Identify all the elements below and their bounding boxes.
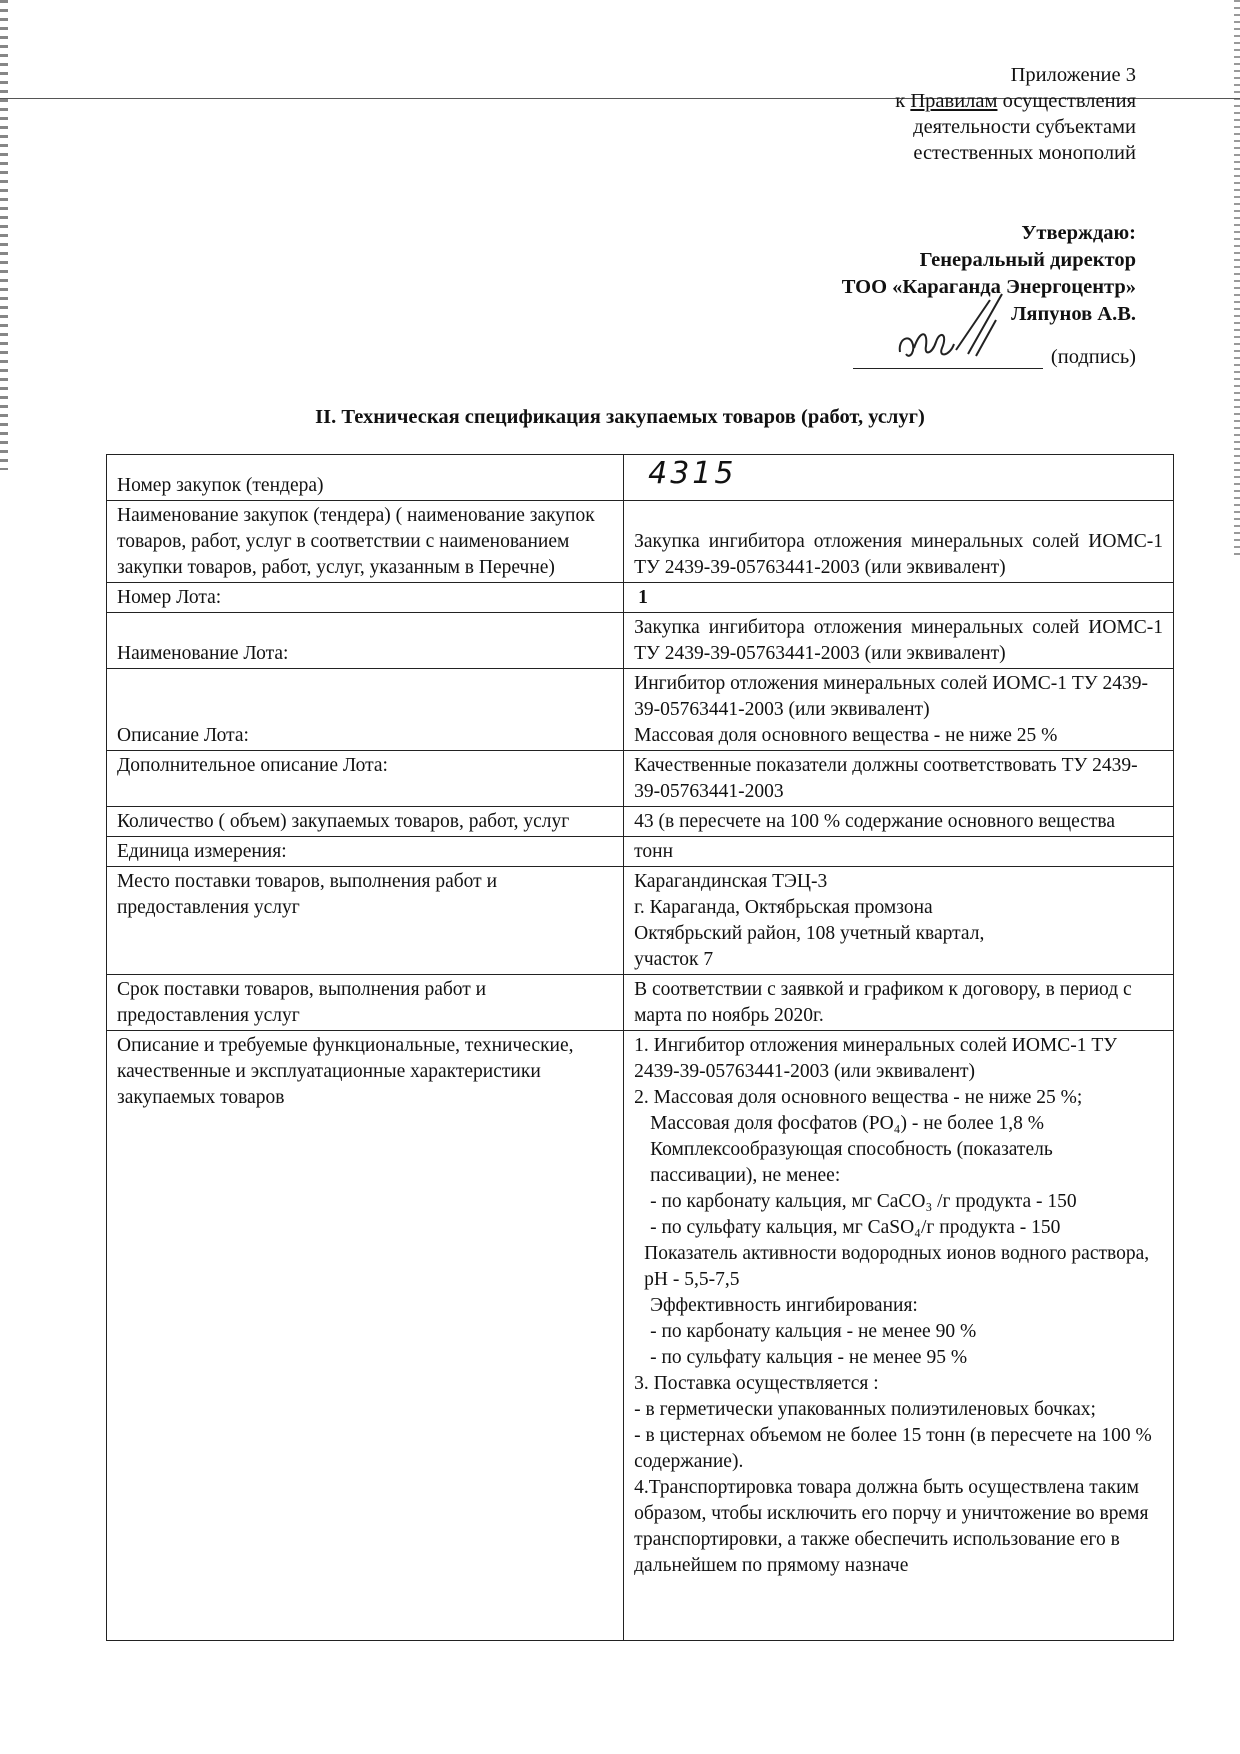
annex-line-2 [895, 88, 1136, 114]
annex-line-4: естественных монополий [913, 142, 1136, 164]
approval-line-2: Генеральный директор [919, 249, 1136, 271]
signature-row [853, 346, 1136, 369]
approval-line-3: ТОО «Караганда Энергоцентр» [841, 276, 1136, 298]
row-value: Закупка ингибитора отложения минеральных солей ИОМС-1 ТУ 2439-39-05763441-2003 (или эквивалент) [624, 613, 1174, 669]
spec-item: - по карбонату кальция - не менее 90 % [650, 1321, 977, 1342]
signature-line [853, 346, 1043, 369]
row-label: Единица измерения: [107, 837, 624, 867]
table-row [107, 455, 1174, 501]
row-label: Место поставки товаров, выполнения работ и предоставления услуг [107, 867, 624, 975]
lot-number: 1 [638, 587, 648, 608]
row-label: Срок поставки товаров, выполнения работ и предоставления услуг [107, 975, 624, 1031]
spec-item: 3. Поставка осуществляется : [634, 1373, 879, 1394]
annex-line-2-suffix: осуществления [997, 90, 1136, 112]
annex-note [895, 62, 1136, 166]
annex-line-2-prefix: к [895, 90, 911, 112]
row-label: Описание Лота: [107, 669, 624, 751]
spec-item: - по карбонату кальция, мг CaCO₃ /г продукта - 150 [650, 1191, 1077, 1212]
table-row [107, 613, 1174, 669]
spec-item: Эффективность ингибирования: [650, 1295, 918, 1316]
annex-line-1: Приложение 3 [1010, 64, 1136, 86]
delivery-place-line: Карагандинская ТЭЦ-3 [634, 871, 828, 892]
lot-description-line: Массовая доля основного вещества - не ниже 25 % [634, 725, 1058, 746]
row-label: Количество ( объем) закупаемых товаров, работ, услуг [107, 807, 624, 837]
annex-line-3: деятельности субъектами [913, 116, 1136, 138]
spec-item: 4.Транспортировка товара должна быть осуществлена таким образом, чтобы исключить его порчу и уничтожение во время транспортировки, а также обеспечить использование его в дальнейшем по прямому назначе [634, 1477, 1149, 1576]
table-row [107, 975, 1174, 1031]
section-title: II. Техническая спецификация закупаемых товаров (работ, услуг) [315, 406, 925, 428]
spec-item: Массовая доля фосфатов (PO₄) - не более 1,8 % [650, 1113, 1045, 1134]
row-label: Номер Лота: [107, 583, 624, 613]
table-row [107, 501, 1174, 583]
row-value: 43 (в пересчете на 100 % содержание основного вещества [624, 807, 1174, 837]
row-value: В соответствии с заявкой и графиком к договору, в период с марта по ноябрь 2020г. [624, 975, 1174, 1031]
table-row [107, 867, 1174, 975]
row-value: Закупка ингибитора отложения минеральных солей ИОМС-1 ТУ 2439-39-05763441-2003 (или эквивалент) [624, 501, 1174, 583]
row-value [624, 669, 1174, 751]
table-row [107, 669, 1174, 751]
spec-item: - в герметически упакованных полиэтиленовых бочках; [634, 1399, 1096, 1420]
spec-item: - по сульфату кальция, мг CaSO₄/г продукта - 150 [650, 1217, 1061, 1238]
spec-item: 2. Массовая доля основного вещества - не ниже 25 %; [634, 1087, 1083, 1108]
scan-edge-right [1234, 0, 1240, 560]
specification-table [106, 454, 1174, 1641]
table-row [107, 751, 1174, 807]
row-value [624, 455, 1174, 501]
approval-line-1: Утверждаю: [1021, 222, 1136, 244]
scan-edge-left [0, 0, 8, 470]
rules-link[interactable]: Правилам [910, 90, 998, 112]
table-row [107, 807, 1174, 837]
row-label: Номер закупок (тендера) [107, 455, 624, 501]
spec-item: - по сульфату кальция - не менее 95 % [650, 1347, 968, 1368]
spec-item: 1. Ингибитор отложения минеральных солей ИОМС-1 ТУ 2439-39-05763441-2003 (или эквивалент) [634, 1035, 1118, 1082]
spec-item: Комплексообразующая способность (показатель пассивации), не менее: [650, 1139, 1053, 1186]
table-row [107, 583, 1174, 613]
lot-description-line: Ингибитор отложения минеральных солей ИОМС-1 ТУ 2439-39-05763441-2003 (или эквивалент) [634, 673, 1148, 720]
row-value: тонн [624, 837, 1174, 867]
spec-item: - в цистернах объемом не более 15 тонн (в пересчете на 100 % содержание). [634, 1425, 1152, 1472]
delivery-place-line: участок 7 [634, 949, 714, 970]
signature-label: (подпись) [1050, 346, 1136, 368]
row-label: Дополнительное описание Лота: [107, 751, 624, 807]
table-row [107, 1031, 1174, 1641]
row-value: Качественные показатели должны соответствовать ТУ 2439-39-05763441-2003 [624, 751, 1174, 807]
row-value [624, 1031, 1174, 1641]
table-row [107, 837, 1174, 867]
row-label: Описание и требуемые функциональные, технические, качественные и эксплуатационные характеристики закупаемых товаров [107, 1031, 624, 1641]
row-label: Наименование Лота: [107, 613, 624, 669]
tender-number-handwritten: 4315 [648, 456, 737, 491]
approval-line-4: Ляпунов А.В. [1011, 303, 1136, 325]
row-value [624, 583, 1174, 613]
row-label: Наименование закупок (тендера) ( наименование закупок товаров, работ, услуг в соответствии с наименованием закупки товаров, работ, услуг, указанным в Перечне) [107, 501, 624, 583]
delivery-place-line: Октябрьский район, 108 учетный квартал, [634, 923, 985, 944]
row-value [624, 867, 1174, 975]
delivery-place-line: г. Караганда, Октябрьская промзона [634, 897, 933, 918]
spec-item: Показатель активности водородных ионов водного раствора, pH - 5,5-7,5 [644, 1243, 1150, 1290]
